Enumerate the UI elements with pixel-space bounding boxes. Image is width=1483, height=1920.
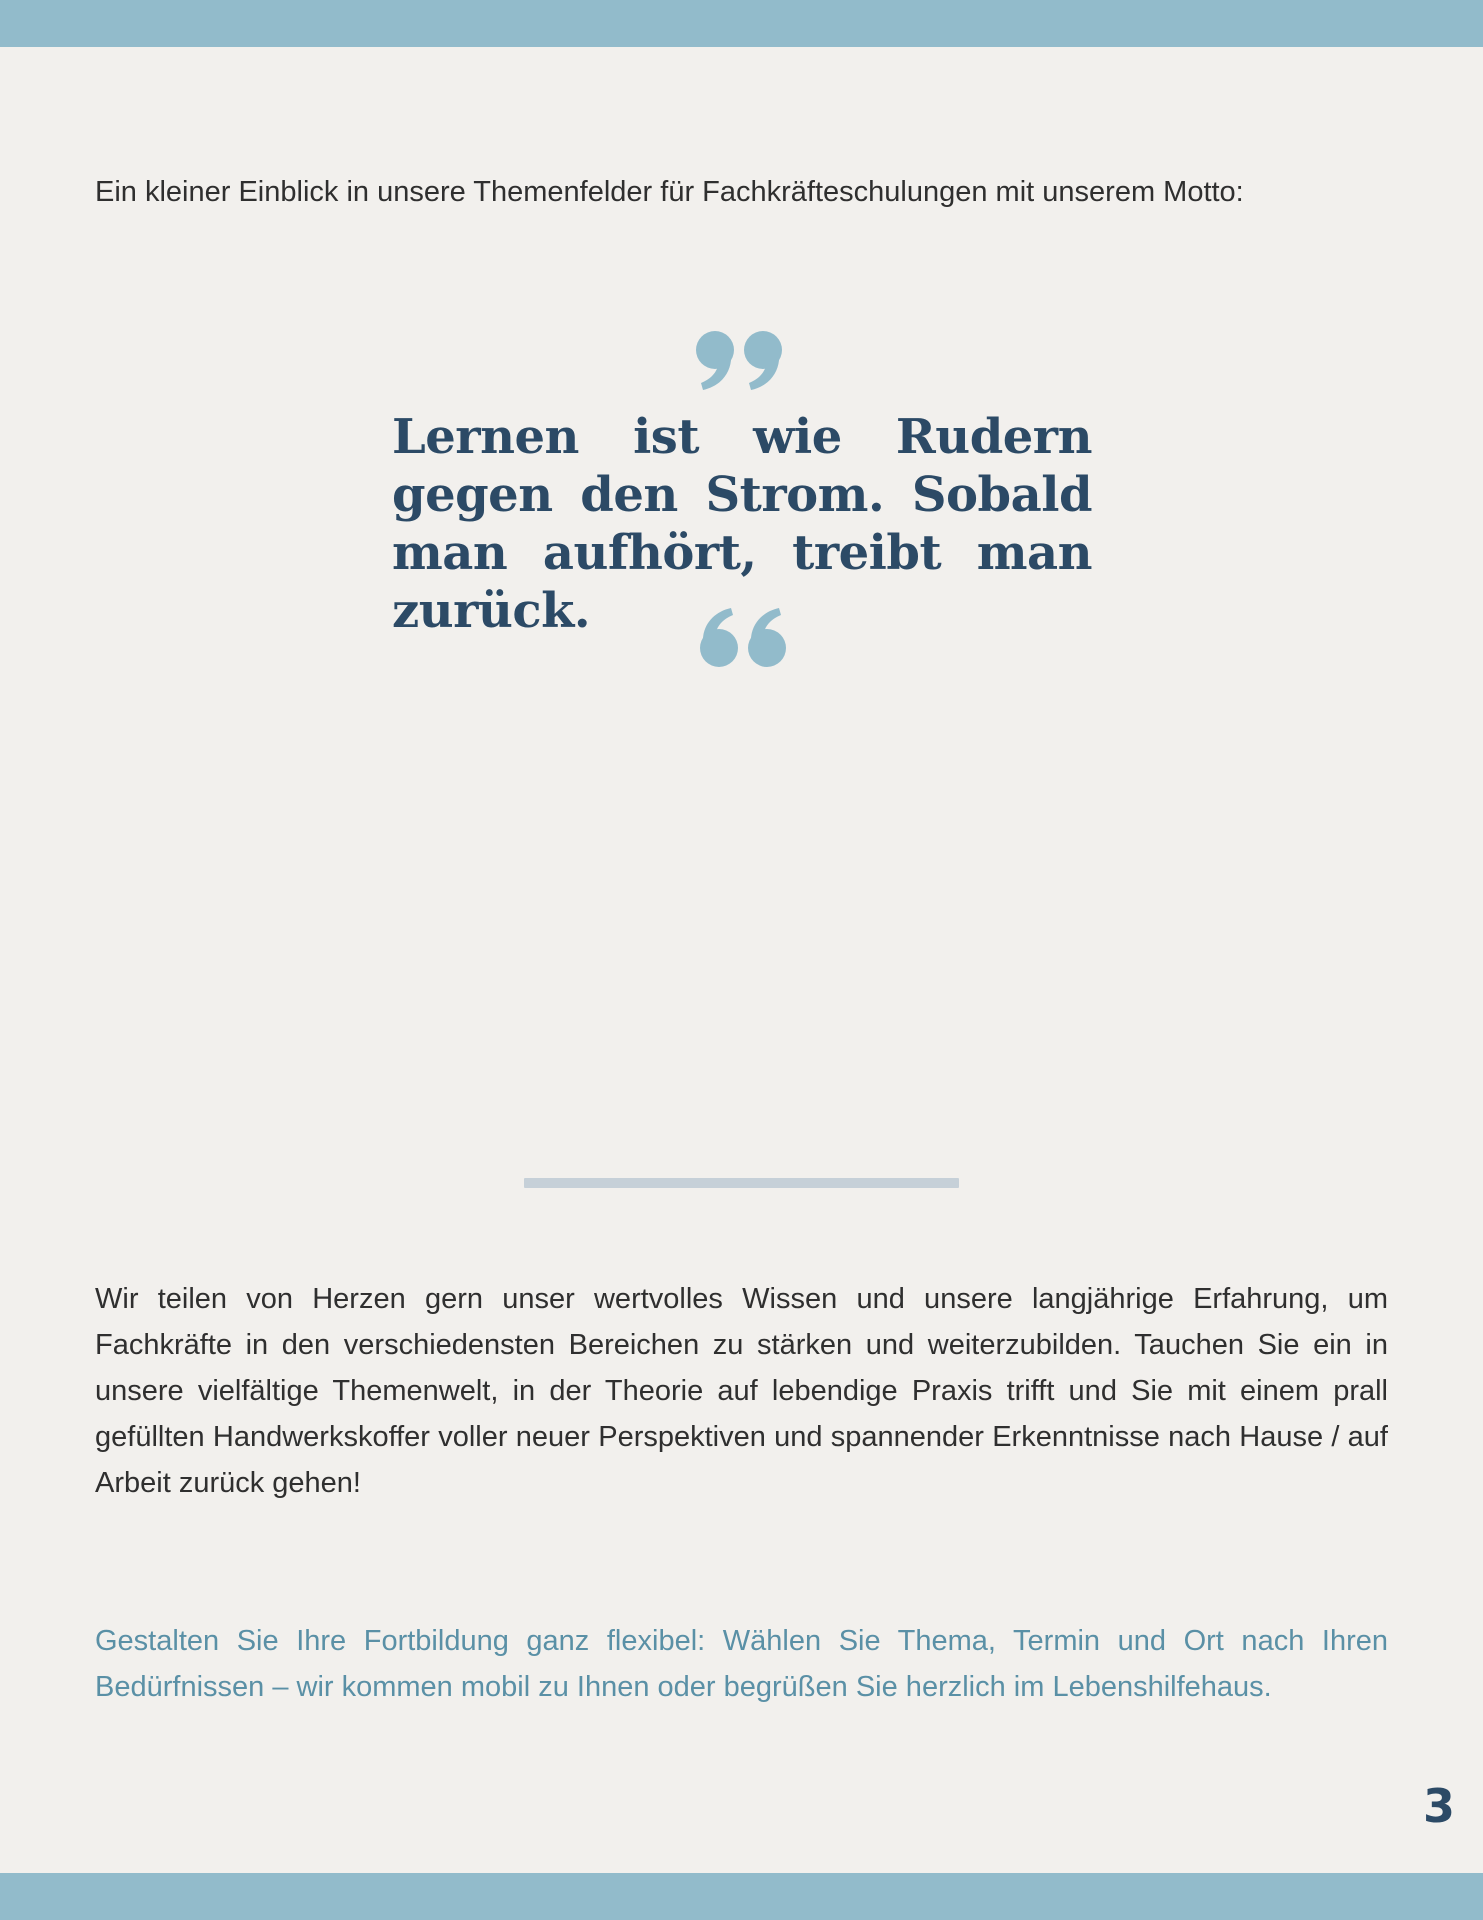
intro-text: Ein kleiner Einblick in unsere Themenfelder für Fachkräfteschulungen mit unserem Motto: [95, 176, 1244, 208]
bottom-accent-bar [0, 1873, 1483, 1920]
section-divider [524, 1178, 959, 1188]
page-number: 3 [1422, 1779, 1455, 1833]
closing-double-quote-icon [691, 330, 791, 390]
top-accent-bar [0, 0, 1483, 47]
body-paragraph: Wir teilen von Herzen gern unser wertvolles Wissen und unsere langjährige Erfahrung, um Fachkräfte in den verschiedensten Bereichen zu stärken und weiterzubilden. Tauchen Sie ein in unsere vielfältige Themenwelt, in der Theorie auf lebendige Praxis trifft und Sie mit einem prall gefüllten Handwerkskoffer voller neuer Perspektiven und spannender Erkenntnisse nach Hause / auf Arbeit zurück gehen! [95, 1283, 1388, 1499]
motto-quote: Lernen ist wie Rudern gegen den Strom. Sobald man aufhört, treibt man zurück. [392, 409, 1092, 639]
cta-paragraph: Gestalten Sie Ihre Fortbildung ganz flexibel: Wählen Sie Thema, Termin und Ort nach Ihren Bedürfnissen – wir kommen mobil zu Ihnen oder begrüßen Sie herzlich im Lebenshilfehaus. [95, 1625, 1388, 1703]
opening-double-quote-icon [691, 608, 791, 668]
